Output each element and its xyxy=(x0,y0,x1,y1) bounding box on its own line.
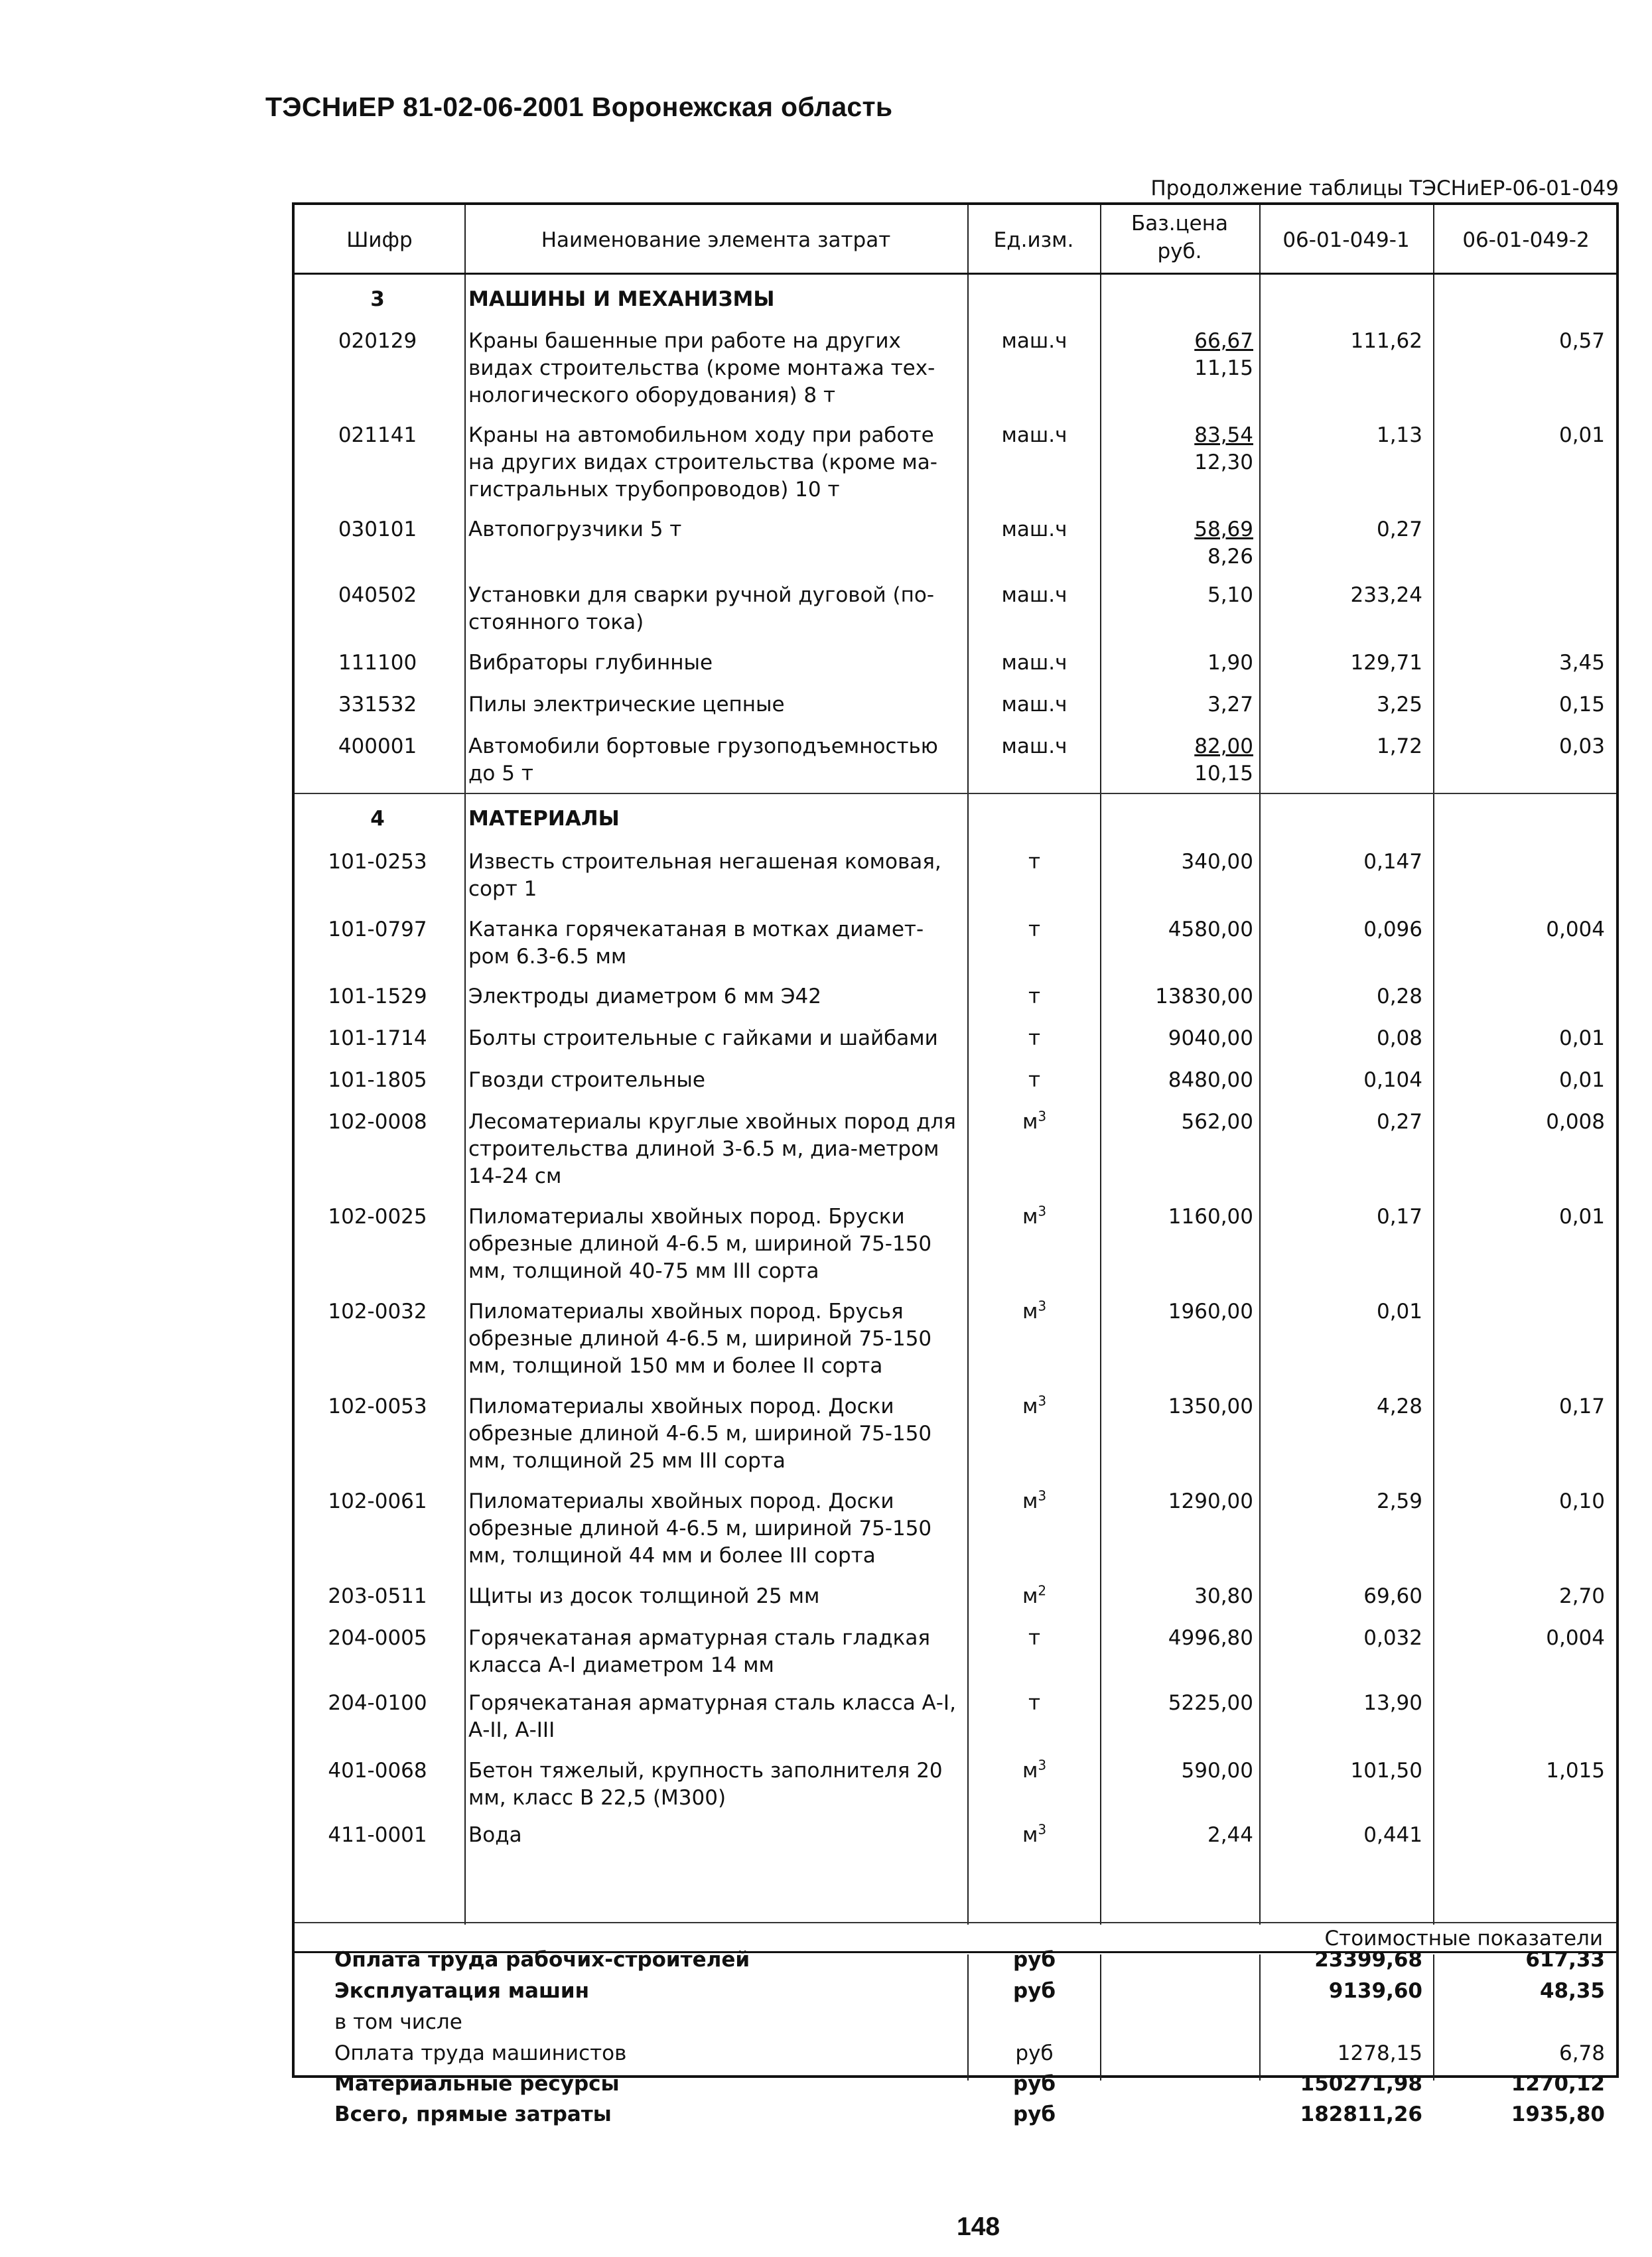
machine-price-labor: 10,15 xyxy=(1194,762,1253,786)
material-value-col1: 0,096 xyxy=(1363,918,1422,941)
material-code: 102-0032 xyxy=(328,1300,427,1324)
cost-table xyxy=(292,202,1619,2126)
header-bottom-rule xyxy=(295,273,1616,275)
col-divider xyxy=(1433,1954,1434,2081)
material-price: 5225,00 xyxy=(1168,1691,1253,1715)
material-price: 562,00 xyxy=(1181,1110,1253,1134)
material-price: 4996,80 xyxy=(1168,1626,1253,1650)
material-name: Катанка горячекатаная в мотках диамет-ром 6.3-6.5 мм xyxy=(468,918,924,969)
material-value-col1: 0,17 xyxy=(1376,1205,1422,1229)
material-unit xyxy=(971,1488,1097,1515)
section-title: МАШИНЫ И МЕХАНИЗМЫ xyxy=(468,287,775,311)
machine-price: 66,67 xyxy=(1194,329,1253,353)
material-value-col2: 1,015 xyxy=(1546,1759,1605,1783)
material-price: 13830,00 xyxy=(1155,985,1253,1008)
material-unit xyxy=(971,916,1097,943)
machine-name: Установки для сварки ручной дуговой (по-стоянного тока) xyxy=(468,583,935,634)
material-value-col1: 69,60 xyxy=(1363,1584,1422,1608)
section-number: 4 xyxy=(370,807,385,831)
machine-name: Автопогрузчики 5 т xyxy=(468,517,682,541)
material-unit xyxy=(971,1625,1097,1652)
material-unit-exponent: 3 xyxy=(1038,1298,1047,1314)
material-unit xyxy=(971,1025,1097,1052)
material-code: 102-0061 xyxy=(328,1489,427,1513)
machine-name: Автомобили бортовые грузоподъемностью до 5 т xyxy=(468,734,938,786)
material-value-col1: 13,90 xyxy=(1363,1691,1422,1715)
machine-value-col1: 3,25 xyxy=(1376,693,1422,717)
machine-price-labor: 12,30 xyxy=(1194,450,1253,474)
material-name: Известь строительная негашеная комовая, сорт 1 xyxy=(468,850,941,901)
table-continuation-caption: Продолжение таблицы ТЭСНиЕР-06-01-049 xyxy=(1150,176,1619,200)
section-divider xyxy=(295,793,1616,794)
material-unit-exponent: 3 xyxy=(1038,1393,1047,1409)
material-name: Пиломатериалы хвойных пород. Доски обрезные длиной 4-6.5 м, шириной 75-150 мм, толщиной 25 мм III сорта xyxy=(468,1395,932,1473)
summary-label: Материальные ресурсы xyxy=(334,2072,620,2096)
material-value-col2: 0,01 xyxy=(1558,1205,1605,1229)
material-name: Пиломатериалы хвойных пород. Брусья обрезные длиной 4-6.5 м, шириной 75-150 мм, толщиной 150 мм и более II сорта xyxy=(468,1300,932,1378)
material-unit xyxy=(971,849,1097,876)
material-price: 1160,00 xyxy=(1168,1205,1253,1229)
machine-price-labor: 8,26 xyxy=(1207,545,1253,569)
material-price: 1960,00 xyxy=(1168,1300,1253,1324)
machine-price: 82,00 xyxy=(1194,734,1253,758)
document-title: ТЭСНиЕР 81-02-06-2001 Воронежская область xyxy=(265,92,893,122)
machine-name: Краны башенные при работе на других видах строительства (кроме монтажа тех-нологического оборудования) 8 т xyxy=(468,329,935,407)
material-unit-text: т xyxy=(1028,1691,1041,1715)
machine-value-col2: 0,03 xyxy=(1558,734,1605,758)
material-unit xyxy=(971,1822,1097,1849)
summary-value-col1: 23399,68 xyxy=(1314,1948,1422,1972)
material-unit-text: м xyxy=(1022,1489,1038,1513)
machine-code: 030101 xyxy=(338,517,417,541)
machine-value-col2: 3,45 xyxy=(1558,651,1605,675)
material-value-col2: 0,01 xyxy=(1558,1068,1605,1092)
machine-unit: маш.ч xyxy=(1001,583,1067,607)
summary-value-col1: 9139,60 xyxy=(1328,1979,1422,2003)
material-unit-text: м xyxy=(1022,1759,1038,1783)
machine-unit: маш.ч xyxy=(1001,651,1067,675)
material-name: Горячекатаная арматурная сталь класса А-I, А-II, А-III xyxy=(468,1691,956,1742)
material-unit-text: т xyxy=(1028,918,1041,941)
material-value-col1: 0,08 xyxy=(1376,1026,1422,1050)
section-number: 3 xyxy=(370,287,385,311)
material-price: 590,00 xyxy=(1181,1759,1253,1783)
machine-value-col2: 0,57 xyxy=(1558,329,1605,353)
machine-value-col1: 129,71 xyxy=(1350,651,1422,675)
page-number: 148 xyxy=(957,2213,1000,2241)
material-unit-text: т xyxy=(1028,985,1041,1008)
summary-value-col1: 150271,98 xyxy=(1300,2072,1422,2096)
material-price: 2,44 xyxy=(1207,1823,1253,1847)
material-unit-text: м xyxy=(1022,1205,1038,1229)
material-unit-text: м xyxy=(1022,1300,1038,1324)
col-divider xyxy=(1100,205,1101,1925)
summary-unit: руб xyxy=(1015,2041,1054,2065)
material-price: 1350,00 xyxy=(1168,1395,1253,1418)
material-name: Лесоматериалы круглые хвойных пород для строительства длиной 3-6.5 м, диа-метром 14-24 см xyxy=(468,1110,956,1188)
material-name: Пиломатериалы хвойных пород. Доски обрезные длиной 4-6.5 м, шириной 75-150 мм, толщиной 44 мм и более III сорта xyxy=(468,1489,932,1568)
material-code: 204-0005 xyxy=(328,1626,427,1650)
summary-value-col2: 617,33 xyxy=(1525,1948,1605,1972)
summary-label: Оплата труда машинистов xyxy=(334,2041,627,2065)
material-value-col1: 0,441 xyxy=(1363,1823,1422,1847)
material-unit xyxy=(971,983,1097,1010)
summary-value-col2: 1935,80 xyxy=(1511,2102,1605,2126)
col-divider xyxy=(1259,1954,1261,2081)
machine-value-col1: 1,72 xyxy=(1376,734,1422,758)
summary-value-col2: 48,35 xyxy=(1539,1979,1605,2003)
col-divider xyxy=(1259,205,1261,1925)
col-divider xyxy=(967,1954,969,2081)
material-code: 101-0253 xyxy=(328,850,427,874)
machine-value-col1: 233,24 xyxy=(1350,583,1422,607)
material-price: 1290,00 xyxy=(1168,1489,1253,1513)
material-value-col1: 0,104 xyxy=(1363,1068,1422,1092)
material-price: 30,80 xyxy=(1194,1584,1253,1608)
material-value-col2: 0,17 xyxy=(1558,1395,1605,1418)
material-unit xyxy=(971,1067,1097,1094)
machine-price: 3,27 xyxy=(1207,693,1253,717)
material-unit-text: м xyxy=(1022,1823,1038,1847)
material-name: Вода xyxy=(468,1823,522,1847)
material-code: 101-1714 xyxy=(328,1026,427,1050)
material-name: Щиты из досок толщиной 25 мм xyxy=(468,1584,820,1608)
summary-label: в том числе xyxy=(334,2010,462,2034)
col-divider xyxy=(967,205,969,1925)
material-unit-text: т xyxy=(1028,1626,1041,1650)
machine-price: 58,69 xyxy=(1194,517,1253,541)
material-unit xyxy=(971,1109,1097,1136)
data-end-rule xyxy=(295,1922,1616,1923)
material-value-col1: 0,28 xyxy=(1376,985,1422,1008)
material-unit-text: т xyxy=(1028,850,1041,874)
machine-unit: маш.ч xyxy=(1001,693,1067,717)
machine-name: Пилы электрические цепные xyxy=(468,693,785,717)
material-code: 101-0797 xyxy=(328,918,427,941)
material-unit-exponent: 3 xyxy=(1038,1821,1047,1838)
material-price: 8480,00 xyxy=(1168,1068,1253,1092)
material-code: 401-0068 xyxy=(328,1759,427,1783)
col-divider xyxy=(1433,205,1434,1925)
material-unit-exponent: 3 xyxy=(1038,1203,1047,1219)
summary-label: Всего, прямые затраты xyxy=(334,2102,612,2126)
material-unit xyxy=(971,1583,1097,1610)
summary-unit: руб xyxy=(1012,2102,1056,2126)
material-unit-exponent: 3 xyxy=(1038,1487,1047,1504)
material-unit-text: т xyxy=(1028,1026,1041,1050)
machine-value-col1: 1,13 xyxy=(1376,423,1422,447)
header-col1: 06-01-049-1 xyxy=(1282,228,1410,252)
material-value-col2: 0,004 xyxy=(1546,1626,1605,1650)
material-value-col1: 101,50 xyxy=(1350,1759,1422,1783)
material-price: 4580,00 xyxy=(1168,918,1253,941)
header-code: Шифр xyxy=(346,228,413,252)
material-code: 203-0511 xyxy=(328,1584,427,1608)
material-unit xyxy=(971,1690,1097,1717)
summary-unit: руб xyxy=(1012,2072,1056,2096)
material-value-col1: 4,28 xyxy=(1376,1395,1422,1418)
machine-code: 111100 xyxy=(338,651,417,675)
col-divider xyxy=(1100,1954,1101,2081)
summary-value-col2: 1270,12 xyxy=(1511,2072,1605,2096)
summary-unit: руб xyxy=(1012,1948,1056,1972)
summary-unit: руб xyxy=(1012,1979,1056,2003)
machine-unit: маш.ч xyxy=(1001,423,1067,447)
material-name: Гвозди строительные xyxy=(468,1068,705,1092)
material-value-col2: 0,10 xyxy=(1558,1489,1605,1513)
material-value-col1: 0,01 xyxy=(1376,1300,1422,1324)
machine-code: 400001 xyxy=(338,734,417,758)
cost-indicators-caption: Стоимостные показатели xyxy=(1324,1927,1603,1950)
header-unit: Ед.изм. xyxy=(993,228,1074,252)
material-value-col2: 0,008 xyxy=(1546,1110,1605,1134)
machine-price: 1,90 xyxy=(1207,651,1253,675)
material-price: 340,00 xyxy=(1181,850,1253,874)
material-name: Электроды диаметром 6 мм Э42 xyxy=(468,985,821,1008)
material-unit-text: м xyxy=(1022,1584,1038,1608)
machine-code: 040502 xyxy=(338,583,417,607)
material-unit-text: м xyxy=(1022,1395,1038,1418)
material-name: Бетон тяжелый, крупность заполнителя 20 мм, класс В 22,5 (М300) xyxy=(468,1759,943,1810)
material-value-col2: 0,004 xyxy=(1546,918,1605,941)
material-name: Пиломатериалы хвойных пород. Бруски обрезные длиной 4-6.5 м, шириной 75-150 мм, толщиной 40-75 мм III сорта xyxy=(468,1205,932,1283)
material-code: 102-0025 xyxy=(328,1205,427,1229)
machine-price-labor: 11,15 xyxy=(1194,356,1253,380)
summary-value-col1: 182811,26 xyxy=(1300,2102,1422,2126)
header-price-line2: руб. xyxy=(1157,239,1202,263)
machine-value-col1: 111,62 xyxy=(1350,329,1422,353)
material-code: 204-0100 xyxy=(328,1691,427,1715)
machine-unit: маш.ч xyxy=(1001,517,1067,541)
material-unit-exponent: 3 xyxy=(1038,1108,1047,1125)
summary-value-col1: 1278,15 xyxy=(1337,2041,1422,2065)
machine-value-col2: 0,01 xyxy=(1558,423,1605,447)
material-unit xyxy=(971,1393,1097,1420)
material-code: 101-1805 xyxy=(328,1068,427,1092)
header-name: Наименование элемента затрат xyxy=(541,228,891,252)
machine-value-col1: 0,27 xyxy=(1376,517,1422,541)
material-unit xyxy=(971,1203,1097,1231)
material-value-col2: 2,70 xyxy=(1558,1584,1605,1608)
material-unit xyxy=(971,1757,1097,1785)
summary-label: Эксплуатация машин xyxy=(334,1979,590,2003)
material-unit-text: т xyxy=(1028,1068,1041,1092)
summary-label: Оплата труда рабочих-строителей xyxy=(334,1948,750,1972)
machine-code: 020129 xyxy=(338,329,417,353)
machine-code: 021141 xyxy=(338,423,417,447)
machine-price: 5,10 xyxy=(1207,583,1253,607)
machine-name: Краны на автомобильном ходу при работе на других видах строительства (кроме ма-гистральных трубопроводов) 10 т xyxy=(468,423,937,502)
material-value-col1: 0,147 xyxy=(1363,850,1422,874)
machine-price: 83,54 xyxy=(1194,423,1253,447)
material-unit-text: м xyxy=(1022,1110,1038,1134)
machine-name: Вибраторы глубинные xyxy=(468,651,713,675)
material-name: Горячекатаная арматурная сталь гладкая класса А-I диаметром 14 мм xyxy=(468,1626,930,1677)
material-value-col1: 2,59 xyxy=(1376,1489,1422,1513)
machine-code: 331532 xyxy=(338,693,417,717)
summary-value-col2: 6,78 xyxy=(1558,2041,1605,2065)
material-value-col1: 0,27 xyxy=(1376,1110,1422,1134)
section-title: МАТЕРИАЛЫ xyxy=(468,807,620,831)
material-code: 101-1529 xyxy=(328,985,427,1008)
col-divider xyxy=(464,205,466,1925)
material-code: 411-0001 xyxy=(328,1823,427,1847)
machine-value-col2: 0,15 xyxy=(1558,693,1605,717)
material-unit-exponent: 2 xyxy=(1038,1582,1047,1599)
material-unit-exponent: 3 xyxy=(1038,1757,1047,1773)
material-code: 102-0008 xyxy=(328,1110,427,1134)
material-value-col1: 0,032 xyxy=(1363,1626,1422,1650)
material-price: 9040,00 xyxy=(1168,1026,1253,1050)
machine-unit: маш.ч xyxy=(1001,329,1067,353)
material-value-col2: 0,01 xyxy=(1558,1026,1605,1050)
material-unit xyxy=(971,1298,1097,1326)
header-price-line1: Баз.цена xyxy=(1131,212,1229,236)
machine-unit: маш.ч xyxy=(1001,734,1067,758)
material-name: Болты строительные с гайками и шайбами xyxy=(468,1026,938,1050)
material-code: 102-0053 xyxy=(328,1395,427,1418)
header-col2: 06-01-049-2 xyxy=(1462,228,1590,252)
